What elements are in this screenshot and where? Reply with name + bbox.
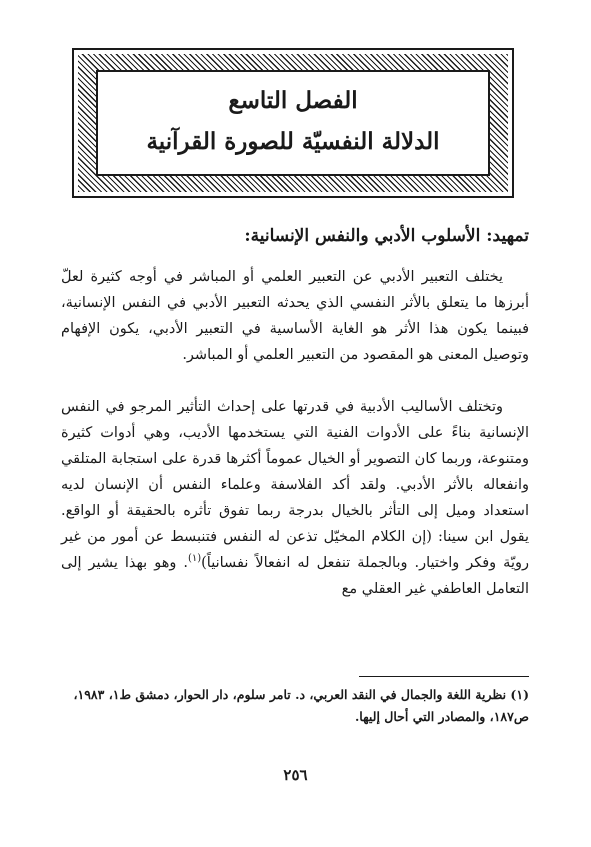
chapter-title-box [96,70,490,176]
chapter-number: الفصل التاسع [228,87,358,114]
footnote-reference: (١) [187,553,202,565]
chapter-title: الدلالة النفسيّة للصورة القرآنية [146,128,440,155]
footnote: (١) نظرية اللغة والجمال في النقد العربي، د. تامر سلوم، دار الحوار، دمشق ط١، ١٩٨٣، ص١٨٧، والمصادر التي أحال إليها. [73,687,529,724]
paragraph-2-tail: . وهو بهذا يشير إلى التعامل العاطفي غير العقلي مع [61,555,529,597]
paragraph-1: يختلف التعبير الأدبي عن التعبير العلمي أو المباشر في أوجه كثيرة لعلّ أبرزها ما يتعلق بالأثر النفسي الذي يحدثه التعبير الأدبي في النفس الإنسانية، فبينما يكون هذا الأثر هو الغاية الأساسية في التعبير الأدبي، يكون الإفهام وتوصيل المعنى هو المقصود من التعبير العلمي أو المباشر. [61,269,529,363]
paragraph-2-text: وتختلف الأساليب الأدبية في قدرتها على إحداث التأثير المرجو في النفس الإنسانية بناءً على الأدوات الفنية التي يستخدمها الأديب، وهي أدوات كثيرة ومتنوعة، وربما كان التصوير أو الخيال عموماً أكثرها قدرة على استجابة المتلقي وانفعاله بالأثر الأدبي. ولقد أكد الفلاسفة وعلماء النفس أن الإنسان لديه استعداد وميل إلى التأثر بالخيال بدرجة ربما تفوق تأثره بالحقيقة أو الواقع. يقول ابن سينا: (إن الكلام المخيّل تذعن له النفس فتنبسط عن أمور من غير رويّة وفكر واختيار. وبالجملة تنفعل له انفعالاً نفسانياً) [61,399,529,571]
section-heading: تمهيد: الأسلوب الأدبي والنفس الإنسانية: [244,226,529,246]
page-number: ٢٥٦ [283,766,308,784]
paragraph-2 [61,394,529,602]
footnote-divider [359,676,529,677]
